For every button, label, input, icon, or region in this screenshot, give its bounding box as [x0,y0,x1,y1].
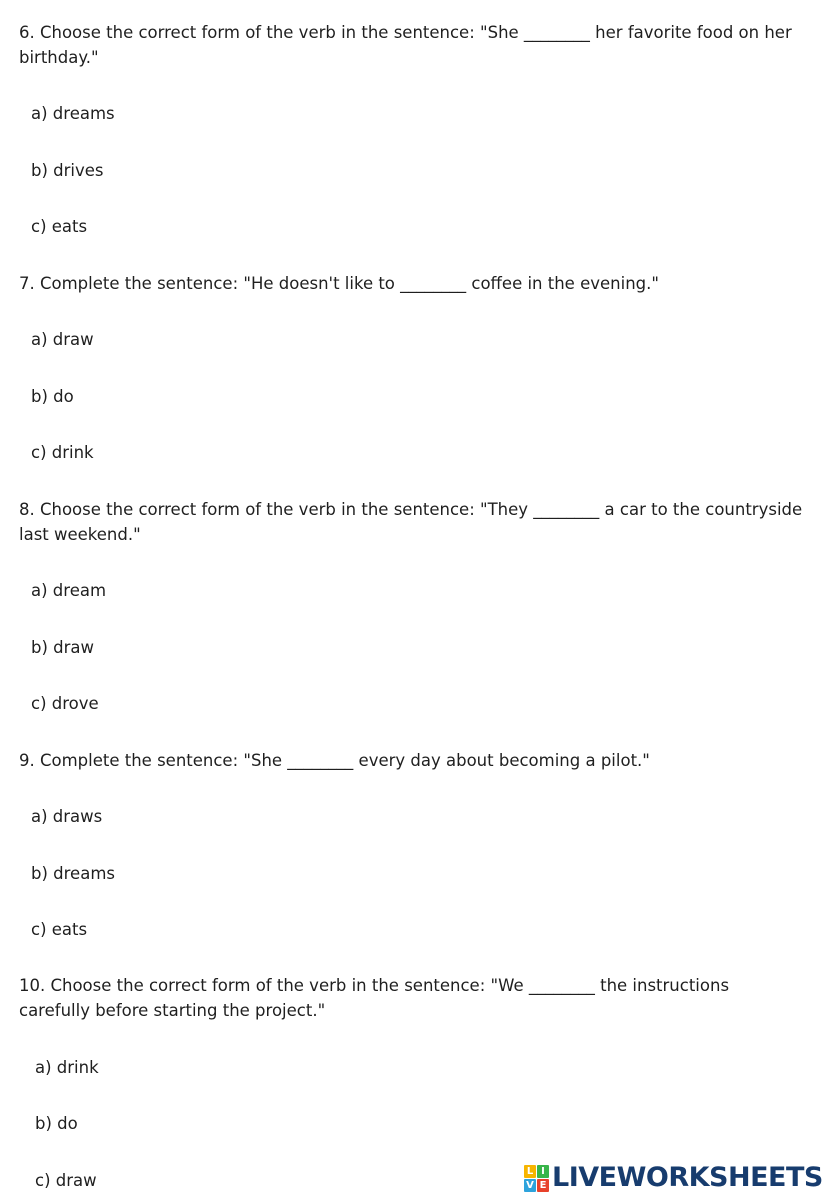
logo-tile-e: E [537,1179,549,1192]
question-10: 10. Choose the correct form of the verb in the sentence: "We ________ the instructions carefully before starting the project." [19,976,730,1020]
liveworksheets-logo [524,1163,823,1193]
question-7-option-a[interactable]: a) draw [31,330,94,349]
question-10-option-a[interactable]: a) drink [35,1058,99,1077]
question-6-option-b[interactable]: b) drives [31,161,104,180]
question-8-option-a[interactable]: a) dream [31,581,107,600]
question-8-option-c[interactable]: c) drove [31,694,99,713]
question-6: 6. Choose the correct form of the verb in the sentence: "She ________ her favorite food on her birthday." [19,23,792,67]
question-6-option-c[interactable]: c) eats [31,217,88,236]
question-9: 9. Complete the sentence: "She ________ every day about becoming a pilot." [19,751,650,770]
question-7: 7. Complete the sentence: "He doesn't like to ________ coffee in the evening." [19,274,659,293]
question-7-option-c[interactable]: c) drink [31,443,94,462]
question-9-option-a[interactable]: a) draws [31,807,103,826]
question-7-option-b[interactable]: b) do [31,387,74,406]
logo-tile-l: L [524,1165,536,1178]
question-9-option-b[interactable]: b) dreams [31,864,115,883]
question-9-option-c[interactable]: c) eats [31,920,88,939]
question-6-option-a[interactable]: a) dreams [31,104,115,123]
logo-tile-v: V [524,1179,536,1192]
logo-tiles [524,1165,549,1192]
question-8-option-b[interactable]: b) draw [31,638,95,657]
logo-tile-i: I [537,1165,549,1178]
logo-wordmark: LIVEWORKSHEETS [552,1162,823,1193]
question-8: 8. Choose the correct form of the verb in the sentence: "They ________ a car to the countryside last weekend." [19,500,803,544]
question-10-option-b[interactable]: b) do [35,1114,78,1133]
question-10-option-c[interactable]: c) draw [35,1171,97,1190]
